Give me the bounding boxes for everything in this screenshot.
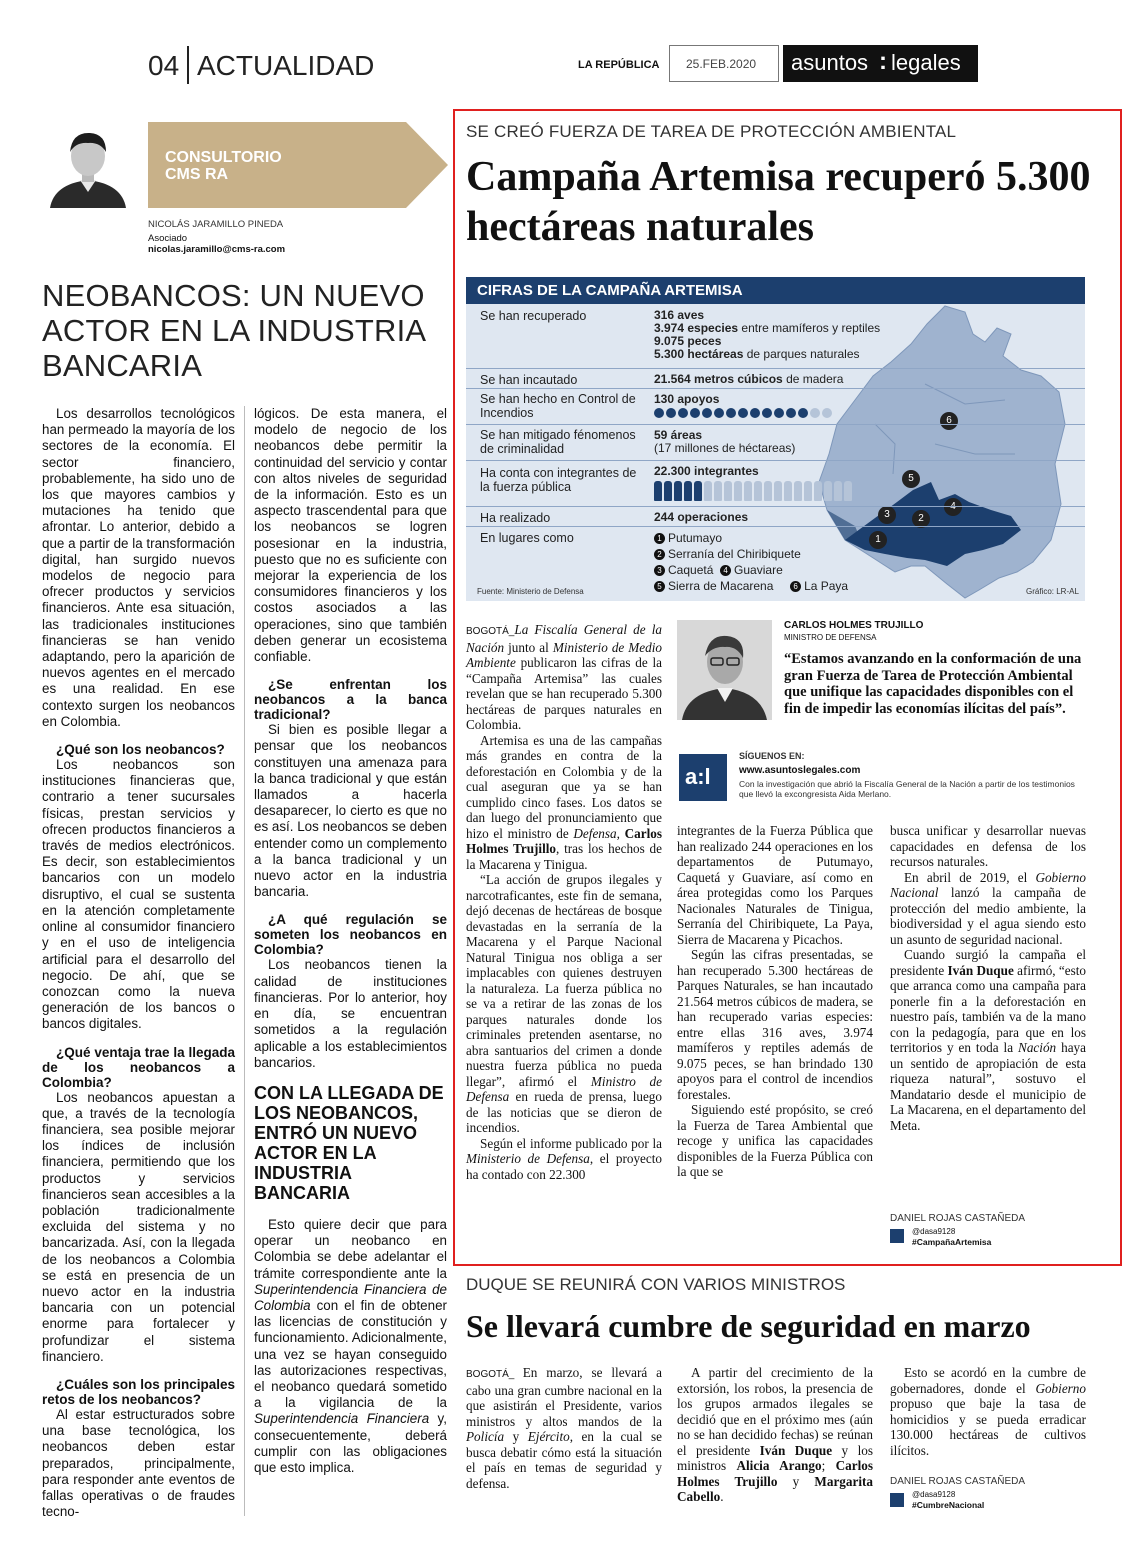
infographic-title-bar [466,277,1085,304]
feature-byline: DANIEL ROJAS CASTAÑEDA [890,1213,1026,1224]
subheading: ¿Se enfrentan los neobancos a la banca tradicional? [254,677,447,723]
info-row-recuperado [466,304,1085,368]
column-tag [148,122,448,208]
info-row-incendios [466,388,1085,425]
quote-name: CARLOS HOLMES TRUJILLO [784,620,924,631]
issue-date: 25.FEB.2020 [686,57,757,71]
info-value: 316 aves 3.974 especies entre mamíferos y reptiles 9.075 peces 5.300 hectáreas de parques naturales [654,308,881,361]
info-label: Se han incautado [480,373,578,387]
person-icon [714,481,722,501]
person-icon [774,481,782,501]
apoyos-dot-gauge [654,408,834,421]
second-handle: @dasa9128 [912,1490,956,1499]
infographic [466,277,1085,601]
integrantes-people-gauge [654,481,854,504]
info-row-operaciones [466,506,1085,527]
map-badge-2: 2 [912,510,930,528]
apoyo-dot [666,408,676,418]
feature-kicker: SE CREÓ FUERZA DE TAREA DE PROTECCIÓN AMBIENTAL [466,122,957,141]
subheading: ¿A qué regulación se someten los neobancos en Colombia? [254,912,447,958]
paragraph: lógicos. De esta manera, el modelo de negocio de los neobancos debe permitir la continuidad del servicio y contar con altos niveles de seguridad de la información. Esto es un aspecto trascendental para que los neobancos se logren posesionar en la industria, puesto que no es suficiente con mejorar la experiencia de los consumidores financieros y los costos asociados a las operaciones, sino que también deben generar un ecosistema confiable. [254,406,447,665]
subheading: ¿Qué son los neobancos? [56,742,225,758]
brand-logo [783,45,978,82]
apoyo-dot [726,408,736,418]
info-label: En lugares como [480,531,574,545]
byline-icon [890,1493,904,1507]
infographic-credit: Gráfico: LR-AL [1026,587,1079,596]
feature-hashtag: #CampañaArtemisa [912,1237,992,1247]
feature-col-b [677,823,873,1180]
apoyo-dot [822,408,832,418]
person-icon [754,481,762,501]
author-photo [42,122,134,208]
apoyo-dot [798,408,808,418]
feature-col-c [890,823,1086,1133]
opinion-col-2 [254,406,447,1476]
info-value: 244 operaciones [654,510,749,524]
apoyo-dot [690,408,700,418]
info-label: Se han recuperado [480,309,587,323]
paragraph: integrantes de la Fuerza Pública que han realizado 244 operaciones en los departamentos de Putumayo, Caquetá y Guaviare, así como en área protegidas como los Parques Nacionales Naturales de Tinigua, Serranía del Chiribiquete, La Paya, Sierra de Macarena y Picachos. [677,823,873,947]
info-value: 22.300 integrantes [654,465,854,504]
paragraph: Artemisa es una de las campañas más grandes en contra de la deforestación en Colombia y de la cual aseguran que ya se han cumplido cinco fases. Los datos se dan luego del pronunciamiento que hizo el ministro de Defensa, Carlos Holmes Trujillo, tras los hechos de la Macarena y Tinigua. [466,732,663,872]
second-hashtag: #CumbreNacional [912,1500,985,1510]
quote-role: MINISTRO DE DEFENSA [784,633,877,642]
person-icon [654,481,662,501]
paragraph: Esto se acordó en la cumbre de gobernadores, donde el Gobierno propuso que baje la tasa de homicidios y se pueda erradicar 130.000 hectáreas de cultivos ilícitos. [890,1365,1086,1458]
brand-left: asuntos [791,50,869,75]
person-icon [734,481,742,501]
map-badge-5: 5 [902,470,920,488]
person-icon [814,481,822,501]
apoyo-dot [714,408,724,418]
info-row-criminalidad [466,424,1085,461]
subheading: ¿Cuáles son los principales retos de los neobancos? [42,1376,235,1407]
paragraph: Los desarrollos tecnológicos han permeado la mayoría de los sectores de la economía. El sector financiero, probablemente, ha sido uno de los que mayores cambios y mutaciones ha tenido que afrontar. Lo anterior, debido a que a partir de la transformación digital, han surgido nuevos modelos de negocio para ofrecer productos y servicios financieros. Ante esa situación, las tradicionales instituciones financieras se han venido adaptando, pero la aparición de nuevos agentes en el mercado es una realidad. En ese contexto surgen los neobancos en Colombia. [42,406,235,729]
paragraph: Los neobancos tienen la calidad de instituciones financieras. Por lo anterior, hoy en día, se encuentran sometidos a la regulación aplicable a los establecimientos bancarios. [254,957,447,1070]
header-divider [187,46,189,84]
paragraph: “La acción de grupos ilegales y narcotraficantes, este fin de semana, dejó decenas de hectáreas de bosque devastadas en la serranía de la Macarena y el Parque Nacional Natural Tinigua nos obliga a ser implacables con quienes destruyen la naturaleza. La fuerza pública no se va a retirar de las zonas de los parques naturales donde los criminales pretenden asentarse, no abra santuarios del crimen a donde nuestra fuerza pública no pueda llegar”, afirmó el Ministro de Defensa en rueda de prensa, luego de las noticias que se dieron de incendios. [466,872,662,1135]
person-icon [744,481,752,501]
paragraph: BOGOTÁ_ En marzo, se llevará a cabo una gran cumbre nacional en la que asistirán el Presidente, varios ministros y altos mandos de la Policía y Ejército, en la cual se busca debatir cómo está la situación el país en temas de seguridad y defensa. [466,1365,663,1491]
author-email: nicolas.jaramillo@cms-ra.com [148,244,286,255]
paragraph: busca unificar y desarrollar nuevas capacidades en defensa de los recursos naturales. [890,823,1086,869]
tag-line-1: CONSULTORIO [165,149,282,166]
map-badge-3: 3 [878,506,896,524]
author-role: Asociado [148,233,188,244]
paragraph: A partir del crecimiento de la extorsión, los robos, la presencia de los grupos armados ilegales se decidió que en el próximo mes (aún no se han decidido fechas) se reúnan el presidente Iván Duque y los ministros Alicia Arango; Carlos Holmes Trujillo y Margarita Cabello. [677,1365,873,1504]
info-value: 21.564 metros cúbicos de madera [654,372,844,386]
person-icon [704,481,712,501]
info-value: 130 apoyos [654,393,834,421]
person-icon [784,481,792,501]
apoyo-dot [678,408,688,418]
apoyo-dot [750,408,760,418]
person-icon [804,481,812,501]
author-name: NICOLÁS JARAMILLO PINEDA [148,219,284,230]
brand-sep: : [879,48,887,75]
info-label: Ha realizado [480,511,551,525]
paragraph: BOGOTÁ_La Fiscalía General de la Nación junto al Ministerio de Medio Ambiente publicaron las cifras de la “Campaña Artemisa” las cuales revelan que se han recuperado 5.300 hectáreas de parques naturales en Colombia. [466,622,662,732]
second-byline: DANIEL ROJAS CASTAÑEDA [890,1476,1026,1487]
person-icon [794,481,802,501]
apoyo-dot [786,408,796,418]
person-icon [764,481,772,501]
quote-photo [677,620,772,720]
second-col-b [677,1365,873,1505]
person-icon [824,481,832,501]
paragraph: Los neobancos apuestan a que, a través de la tecnología financiera, sea posible mejorar los índices de inclusión financiera, permitiendo que los productos y servicios financieros sean accesibles a la población tradicionalmente excluida del sistema y no bancarizada. Así, con la llegada de los neobancos a Colombia se está en presencia de un nuevo actor en la industria bancaria con un potencial enorme para fortalecer y profundizar el sistema financiero. [42,1089,235,1364]
info-row-integrantes [466,460,1085,507]
page-number: 04 [148,50,180,81]
second-headline: Se llevará cumbre de seguridad en marzo [466,1308,1031,1344]
person-icon [684,481,692,501]
col-divider [244,406,245,1516]
second-col-a [466,1365,662,1491]
feature-headline: Campaña Artemisa recuperó 5.300 hectáreas naturales [466,154,1091,250]
info-label: Ha conta con integrantes de la fuerza pública [480,466,637,494]
paragraph: Si bien es posible llegar a pensar que los neobancos constituyen una amenaza para la banca tradicional y que están llamados a hacerla desaparecer, lo cierto es que no es así. Los neobancos se deben entender como un complemento a la banca tradicional y un nuevo actor en la industria bancaria. [254,722,447,900]
map-badge-4: 4 [944,498,962,516]
person-icon [674,481,682,501]
second-kicker: DUQUE SE REUNIRÁ CON VARIOS MINISTROS [466,1275,846,1294]
paragraph: En abril de 2019, el Gobierno Nacional lanzó la campaña de protección del medio ambiente, la biodiversidad y el agua siendo esto un asunto de seguridad nacional. [890,869,1086,947]
apoyo-dot [738,408,748,418]
author-info [148,219,285,255]
map-badge-1: 1 [869,531,887,549]
places-list: 1 Putumayo 2 Serranía del Chiribiquete 3 Caquetá 4 Guaviare 5 Sierra de Macarena 6 La Paya [654,530,848,594]
map-badge-6: 6 [940,412,958,430]
infographic-title: CIFRAS DE LA CAMPAÑA ARTEMISA [477,282,743,299]
follow-url[interactable]: www.asuntoslegales.com [739,765,861,776]
opinion-col-1 [42,406,235,1520]
pull-quote: CON LA LLEGADA DE LOS NEOBANCOS, ENTRÓ UN NUEVO ACTOR EN LA INDUSTRIA BANCARIA [254,1082,444,1203]
apoyo-dot [702,408,712,418]
person-icon [694,481,702,501]
feature-col-a [466,622,662,1182]
byline-icon [890,1229,904,1243]
column-tag-text [165,149,282,183]
info-row-incautado [466,368,1085,389]
person-icon [664,481,672,501]
info-label: Se han hecho en Control de Incendios [480,392,636,420]
info-value: 59 áreas (17 millones de héctareas) [654,428,796,455]
paragraph: Esto quiere decir que para operar un neobanco en Colombia se debe adelantar el trámite correspondiente ante la Superintendencia Financiera de Colombia con el fin de obtener las licencias de constitución y funcionamiento. Adicionalmente, una vez se hayan conseguido las autorizaciones respectivas, el neobanco quedará sometido a la vigilancia de la Superintendencia Financiera y, consecuentemente, deberá cumplir con las obligaciones que esto implica. [254,1216,447,1475]
infographic-source: Fuente: Ministerio de Defensa [477,587,584,596]
tag-line-2: CMS RA [165,166,229,183]
follow-logo [679,754,727,801]
info-label: Se han mitigado fénomenos de criminalidad [480,428,636,456]
apoyo-dot [762,408,772,418]
follow-label: SÍGUENOS EN: [739,751,805,761]
second-col-c [890,1365,1086,1458]
paragraph: Cuando surgió la campaña el presidente Iván Duque afirmó, “esto que arranca como una campaña para ponerle fin a la deforestación en nuestro país, también va de la mano con la pedagogía, para que en los territorios y en toda la Nación haya un sentido de apropiación de esta riqueza natural”, sostuvo el Mandatario desde el municipio de La Macarena, en el departamento del Meta. [890,947,1086,1133]
paragraph: Según las cifras presentadas, se han recuperado 5.300 hectáreas de Parques Naturales, se han incautado 21.564 metros cúbicos de madera, se han recuperado varias especies: entre ellas 316 aves, 3.974 mamíferos y reptiles además de 9.075 peces, se han brindado 130 apoyos para el control de incendios forestales. [677,947,873,1102]
feature-handle: @dasa9128 [912,1227,956,1236]
follow-description: Con la investigación que abrió la Fiscalía General de la Nación a partir de los testimonios que llevó la excongresista Aida Merlano. [739,779,1075,799]
brand-right: legales [891,50,961,75]
column-title: NEOBANCOS: UN NUEVO ACTOR EN LA INDUSTRIA BANCARIA [42,278,425,383]
paragraph: Según el informe publicado por la Ministerio de Defensa, el proyecto ha contado con 22.300 [466,1135,662,1182]
page-header [0,0,1127,100]
paragraph: Los neobancos son instituciones financieras que, contrario a tener sucursales físicas, prestan servicios y ofrecen productos financieros a través de medios electrónicos. Es decir, son establecimientos bancarios con un modelo disruptivo, el cual se sustenta en la atención completamente online al consumidor financiero y en el uso de inteligencia artificial para el desarrollo del negocio. De ahí, que se conozcan como la nueva generación de los bancos o bancos digitales. [42,757,235,1032]
date-box [669,45,779,82]
apoyo-dot [810,408,820,418]
person-icon [724,481,732,501]
quote-text: “Estamos avanzando en la conformación de una gran Fuerza de Tarea de Protección Ambiental que unifique las capacidades disponibles con el fin de impedir las economías ilícitas del país”. [784,651,1082,717]
person-icon [834,481,842,501]
paragraph: Al estar estructurados sobre una base tecnológica, los neobancos deben estar preparados, principalmente, para responder ante eventos de fallas operativas o de fraudes tecno- [42,1406,235,1520]
paragraph: Siguiendo esté propósito, se creó la Fuerza de Tarea Ambiental que recoge y unifica las capacidades disponibles de la Fuerza Pública con la que se [677,1102,873,1179]
subheading: ¿Qué ventaja trae la llegada de los neobancos a Colombia? [42,1044,235,1090]
section-name: ACTUALIDAD [197,50,375,81]
newspaper-name: LA REPÚBLICA [578,59,660,71]
person-icon [844,481,852,501]
apoyo-dot [774,408,784,418]
apoyo-dot [654,408,664,418]
follow-logo-text: a:l [685,764,711,789]
